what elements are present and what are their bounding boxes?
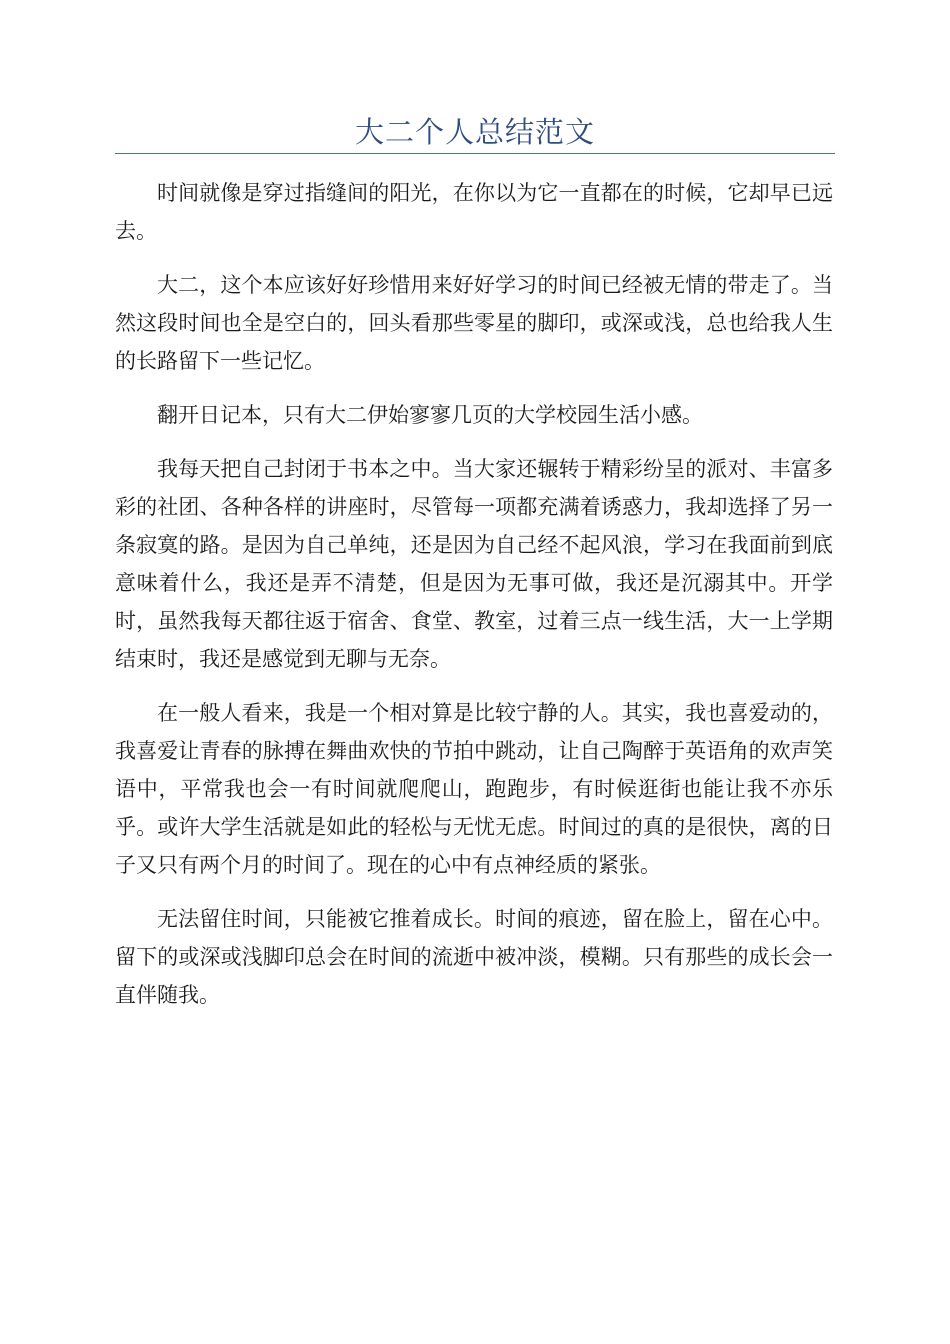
paragraph: 无法留住时间，只能被它推着成长。时间的痕迹，留在脸上，留在心中。留下的或深或浅脚印总会在时间的流逝中被冲淡，模糊。只有那些的成长会一直伴随我。 <box>115 907 833 1007</box>
paragraph: 大二，这个本应该好好珍惜用来好好学习的时间已经被无情的带走了。当然这段时间也全是空白的，回头看那些零星的脚印，或深或浅，总也给我人生的长路留下一些记忆。 <box>115 273 833 373</box>
document-body <box>115 174 833 1030</box>
paragraph: 时间就像是穿过指缝间的阳光，在你以为它一直都在的时候，它却早已远去。 <box>115 181 833 243</box>
document-title: 大二个人总结范文 <box>354 115 595 149</box>
title-underline <box>115 153 835 154</box>
paragraph: 我每天把自己封闭于书本之中。当大家还辗转于精彩纷呈的派对、丰富多彩的社团、各种各样的讲座时，尽管每一项都充满着诱惑力，我却选择了另一条寂寞的路。是因为自己单纯，还是因为自己经不起风浪，学习在我面前到底意味着什么，我还是弄不清楚，但是因为无事可做，我还是沉溺其中。开学时，虽然我每天都往返于宿舍、食堂、教室，过着三点一线生活，大一上学期结束时，我还是感觉到无聊与无奈。 <box>115 457 833 671</box>
paragraph: 翻开日记本，只有大二伊始寥寥几页的大学校园生活小感。 <box>157 403 703 427</box>
paragraph: 在一般人看来，我是一个相对算是比较宁静的人。其实，我也喜爱动的，我喜爱让青春的脉搏在舞曲欢快的节拍中跳动，让自己陶醉于英语角的欢声笑语中，平常我也会一有时间就爬爬山，跑跑步，有时候逛街也能让我不亦乐乎。或许大学生活就是如此的轻松与无忧无虑。时间过的真的是很快，离的日子又只有两个月的时间了。现在的心中有点神经质的紧张。 <box>115 701 833 877</box>
